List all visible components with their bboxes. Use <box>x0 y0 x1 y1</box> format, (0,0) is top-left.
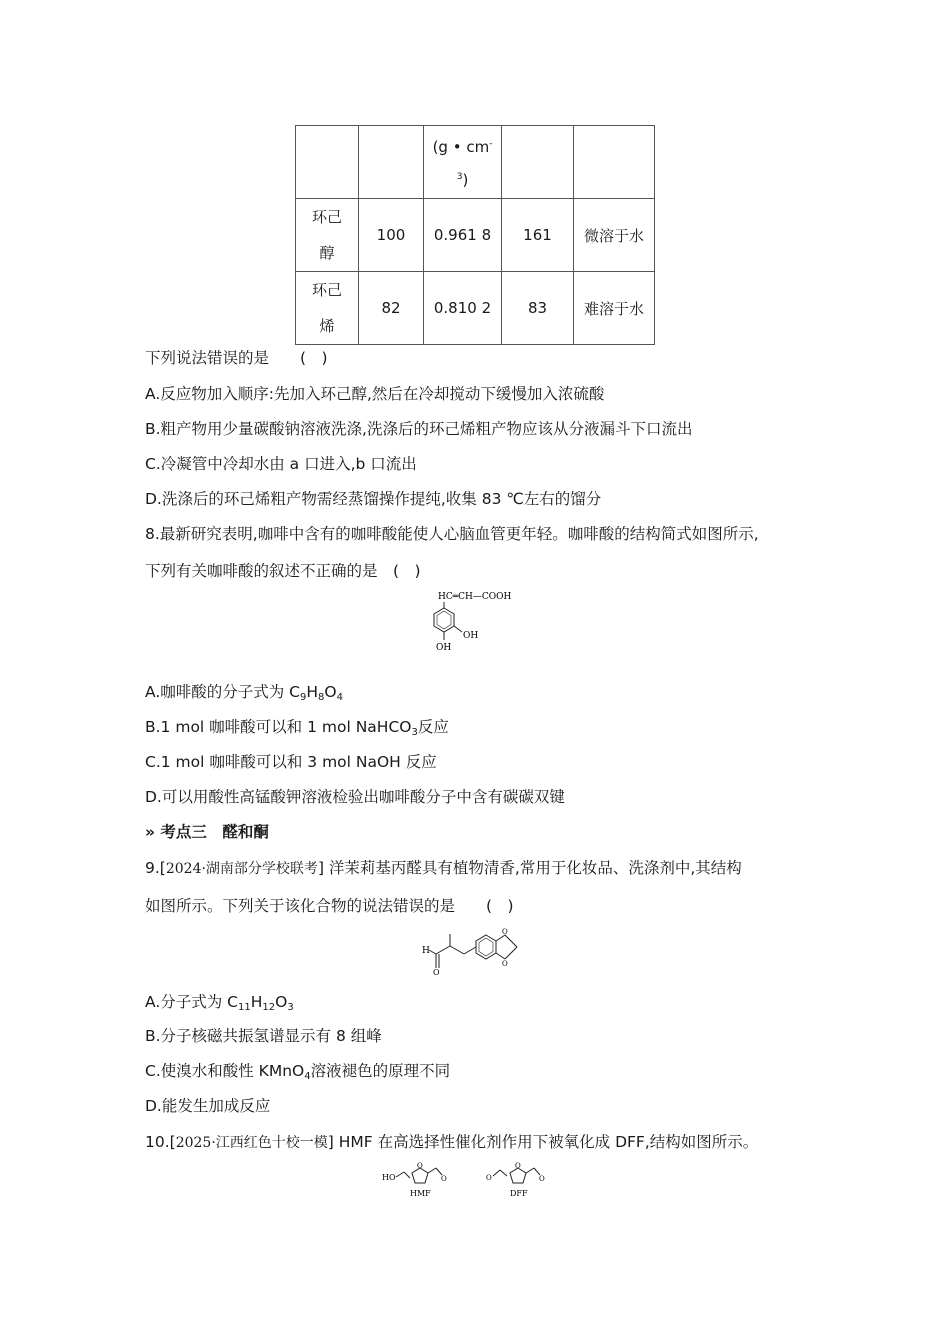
q7-option-b[interactable]: B.粗产物用少量碳酸钠溶液洗涤,洗涤后的环己烯粗产物应该从分液漏斗下口流出 <box>145 420 693 438</box>
structure-oh-group: OH <box>436 643 452 653</box>
molar-mass-cell: 100 <box>359 199 424 272</box>
table-row <box>296 199 655 272</box>
property-table <box>295 125 655 345</box>
q8-stem-line2: 下列有关咖啡酸的叙述不正确的是 ( ) <box>145 562 421 580</box>
structure-h-atom: H <box>422 946 430 956</box>
density-unit-header: (g • cm- $^3$) <box>424 126 502 199</box>
q9-option-d[interactable]: D.能发生加成反应 <box>145 1097 271 1115</box>
q9-option-a[interactable]: A.分子式为 $C_{11}H_{12}O_3$ <box>145 993 294 1013</box>
q10-stem: 10.[2025·江西红色十校一模] HMF 在高选择性催化剂作用下被氧化成 DFF,结构如图所示。 <box>145 1133 759 1151</box>
section-marker-icon: » <box>145 823 156 841</box>
q9-source: 2024·湖南部分学校联考 <box>165 861 318 877</box>
structure-side-chain: HC═CH—COOH <box>438 592 512 602</box>
svg-text:O: O <box>486 1174 492 1182</box>
svg-text:O: O <box>433 968 440 976</box>
boiling-point-cell: 83 <box>502 272 574 345</box>
q9-option-c[interactable]: C.使溴水和酸性 KMnO$_4$溶液褪色的原理不同 <box>145 1062 451 1082</box>
structure-oh-group: OH <box>463 631 479 641</box>
q7-option-d[interactable]: D.洗涤后的环己烯粗产物需经蒸馏操作提纯,收集 83 ℃左右的馏分 <box>145 490 602 508</box>
solubility-cell: 难溶于水 <box>574 272 655 345</box>
svg-text:O: O <box>417 1162 423 1170</box>
boiling-point-cell: 161 <box>502 199 574 272</box>
svg-text:O: O <box>441 1175 447 1183</box>
q10-source: 2025·江西红色十校一模 <box>175 1135 328 1151</box>
molar-mass-cell: 82 <box>359 272 424 345</box>
table-row <box>296 272 655 345</box>
q8-option-a[interactable]: A.咖啡酸的分子式为 $C_9H_8O_4$ <box>145 683 343 703</box>
caffeic-acid-structure <box>432 588 522 654</box>
svg-text:O: O <box>502 960 508 968</box>
table-header-cell <box>296 126 359 199</box>
section-heading: » 考点三 醛和酮 <box>145 823 269 841</box>
q8-option-b[interactable]: B.1 mol 咖啡酸可以和 1 mol NaHCO$_3$反应 <box>145 718 449 738</box>
q7-option-a[interactable]: A.反应物加入顺序:先加入环己醇,然后在冷却搅动下缓慢加入浓硫酸 <box>145 385 605 403</box>
q9-stem-line1: 9.[2024·湖南部分学校联考] 洋茉莉基丙醛具有植物清香,常用于化妆品、洗涤剂中,其结构 <box>145 859 742 877</box>
dff-label: DFF <box>510 1189 528 1198</box>
hmf-dff-structures <box>380 1156 580 1202</box>
svg-text:O: O <box>502 928 508 936</box>
q8-stem-line1: 8.最新研究表明,咖啡中含有的咖啡酸能使人心脑血管更年轻。咖啡酸的结构简式如图所示, <box>145 525 759 543</box>
table-header-cell <box>502 126 574 199</box>
table-header-cell <box>574 126 655 199</box>
compound-name-cell: 环己 醇 <box>296 199 359 272</box>
q7-stem: 下列说法错误的是 ( ) <box>145 349 328 367</box>
structure-ho-group: HO <box>382 1173 396 1182</box>
solubility-cell: 微溶于水 <box>574 199 655 272</box>
compound-name-cell: 环己 烯 <box>296 272 359 345</box>
svg-text:O: O <box>515 1162 521 1170</box>
density-cell: 0.810 2 <box>424 272 502 345</box>
q8-option-d[interactable]: D.可以用酸性高锰酸钾溶液检验出咖啡酸分子中含有碳碳双键 <box>145 788 565 806</box>
density-cell: 0.961 8 <box>424 199 502 272</box>
q9-option-b[interactable]: B.分子核磁共振氢谱显示有 8 组峰 <box>145 1027 382 1045</box>
q9-stem-line2: 如图所示。下列关于该化合物的说法错误的是 ( ) <box>145 897 514 915</box>
hmf-label: HMF <box>410 1189 431 1198</box>
q7-option-c[interactable]: C.冷凝管中冷却水由 a 口进入,b 口流出 <box>145 455 417 473</box>
q8-option-c[interactable]: C.1 mol 咖啡酸可以和 3 mol NaOH 反应 <box>145 753 437 771</box>
table-header-cell <box>359 126 424 199</box>
svg-text:O: O <box>539 1175 545 1183</box>
aldehyde-structure <box>420 920 530 976</box>
